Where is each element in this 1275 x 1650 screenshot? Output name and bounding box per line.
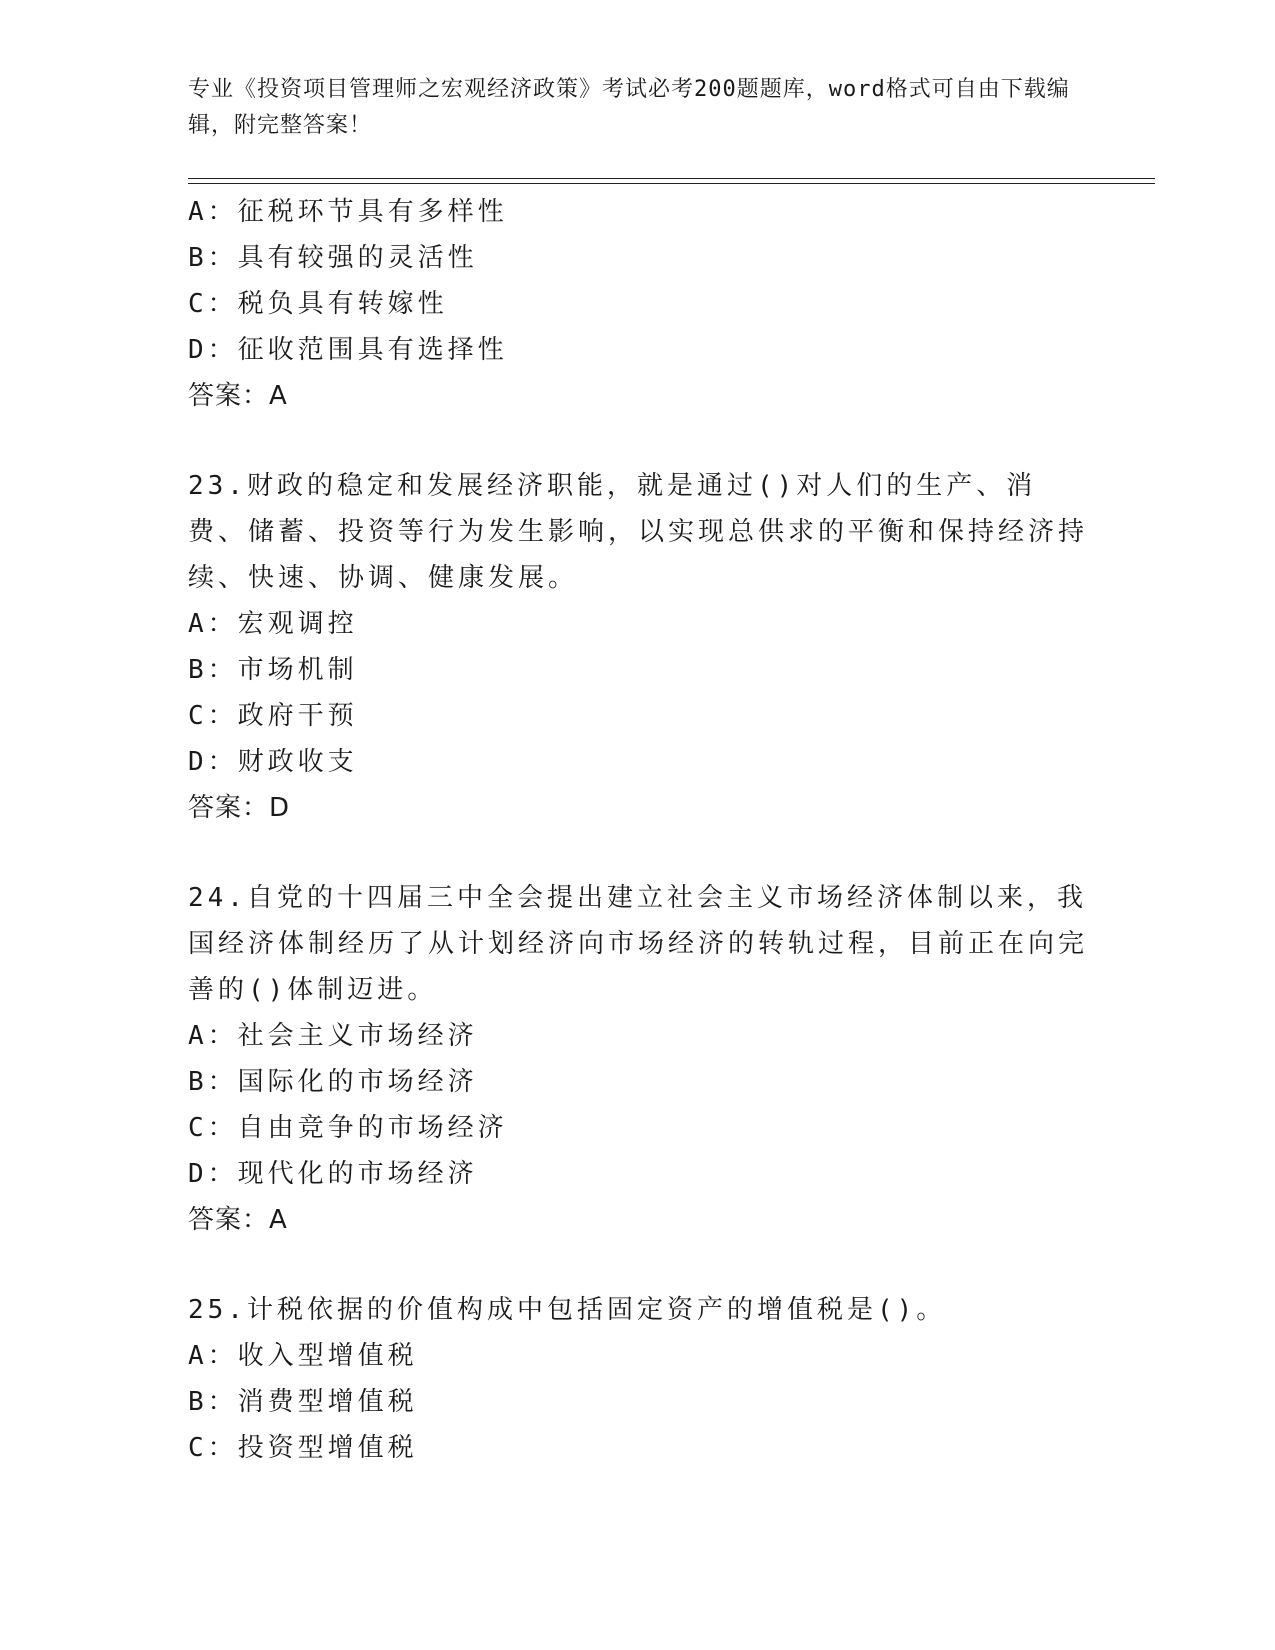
document-header: 专业《投资项目管理师之宏观经济政策》考试必考200题题库，word格式可自由下载编辑，附完整答案！ [188, 77, 1070, 138]
answer: 答案：A [188, 381, 288, 411]
option-d: D：征收范围具有选择性 [188, 335, 508, 365]
question-stem: 25.计税依据的价值构成中包括固定资产的增值税是()。 [188, 1295, 947, 1325]
option-a: A：宏观调控 [188, 609, 358, 639]
header-divider-thick [188, 178, 1155, 179]
option-a: A：收入型增值税 [188, 1341, 418, 1371]
question-content [188, 189, 1088, 1471]
option-a: A：征税环节具有多样性 [188, 197, 508, 227]
option-d: D：财政收支 [188, 747, 358, 777]
option-b: B：消费型增值税 [188, 1387, 418, 1417]
option-d: D：现代化的市场经济 [188, 1159, 478, 1189]
option-b: B：国际化的市场经济 [188, 1067, 478, 1097]
header-divider-thin [188, 183, 1155, 184]
question-25 [188, 1287, 1088, 1471]
option-a: A：社会主义市场经济 [188, 1021, 478, 1051]
option-c: C：税负具有转嫁性 [188, 289, 448, 319]
option-b: B：具有较强的灵活性 [188, 243, 478, 273]
answer: 答案：D [188, 793, 291, 823]
option-b: B：市场机制 [188, 655, 358, 685]
question-fragment [188, 189, 1088, 419]
question-stem: 24.自党的十四届三中全会提出建立社会主义市场经济体制以来，我国经济体制经历了从计划经济向市场经济的转轨过程，目前正在向完善的()体制迈进。 [188, 883, 1089, 1005]
option-c: C：自由竞争的市场经济 [188, 1113, 508, 1143]
option-c: C：投资型增值税 [188, 1433, 418, 1463]
question-23 [188, 463, 1088, 831]
answer: 答案：A [188, 1205, 288, 1235]
question-stem: 23.财政的稳定和发展经济职能，就是通过()对人们的生产、消费、储蓄、投资等行为发生影响，以实现总供求的平衡和保持经济持续、快速、协调、健康发展。 [188, 471, 1089, 593]
option-c: C：政府干预 [188, 701, 358, 731]
question-24 [188, 875, 1088, 1243]
